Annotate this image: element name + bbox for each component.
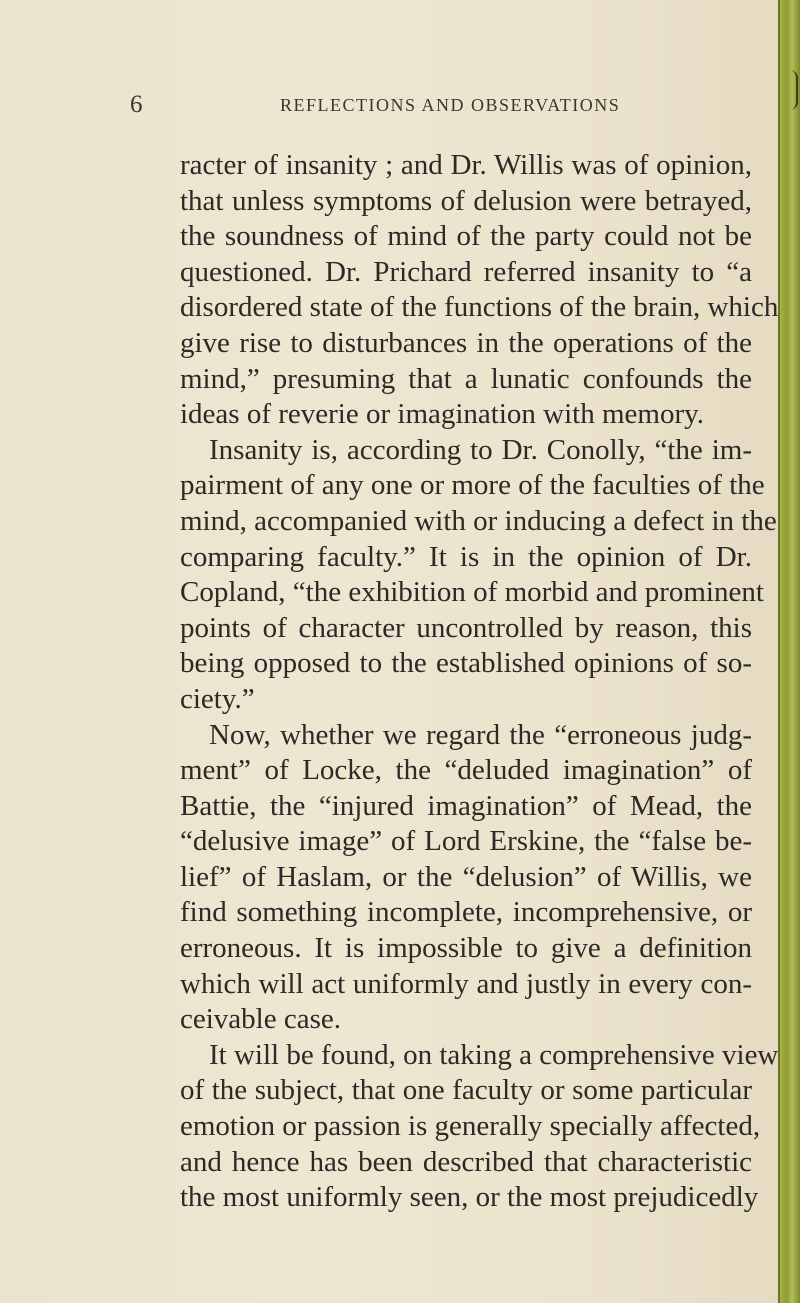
text-line: of the subject, that one faculty or some particular [180,1074,752,1107]
text-line: questioned. Dr. Prichard referred insanity to “a [180,255,752,288]
text-line: mind, accompanied with or inducing a defect in the [180,504,777,537]
page-header [130,90,750,120]
text-line: emotion or passion is generally specially affected, [180,1110,761,1143]
text-line: the most uniformly seen, or the most prejudicedly [180,1181,759,1214]
text-line: ciety.” [180,682,255,715]
page-number: 6 [130,91,143,118]
text-line: ideas of reverie or imagination with memory. [180,398,704,431]
text-line: and hence has been described that characteristic [180,1145,752,1178]
text-line: Now, whether we regard the “erroneous judg- [209,718,752,751]
text-line: that unless symptoms of delusion were betrayed, [180,184,752,217]
text-line: ment” of Locke, the “deluded imagination” of [180,754,752,787]
text-line: Copland, “the exhibition of morbid and prominent [180,576,764,609]
text-line: give rise to disturbances in the operations of the [180,326,752,359]
body-text [180,148,779,1216]
text-line: racter of insanity ; and Dr. Willis was of opinion, [180,149,752,181]
text-line: the soundness of mind of the party could not be [180,220,752,253]
text-line: lief” of Haslam, or the “delusion” of Willis, we [180,860,752,893]
text-line: find something incomplete, incomprehensive, or [180,896,752,929]
text-line: Battie, the “injured imagination” of Mead, the [180,789,752,822]
binding-mark [790,70,798,110]
text-line: Insanity is, according to Dr. Conolly, “the im- [209,433,752,466]
text-line: disordered state of the functions of the brain, which [180,291,779,324]
text-line: being opposed to the established opinions of so- [180,647,752,680]
text-line: ceivable case. [180,1003,342,1036]
text-line: comparing faculty.” It is in the opinion of Dr. [180,540,752,573]
text-line: It will be found, on taking a comprehensive view [209,1038,779,1071]
text-line: pairment of any one or more of the faculties of the [180,469,765,502]
book-spine-edge [778,0,800,1303]
text-line: “delusive image” of Lord Erskine, the “false be- [180,825,752,858]
text-line: which will act uniformly and justly in every con- [180,967,752,1000]
running-title: REFLECTIONS AND OBSERVATIONS [280,95,621,115]
text-line: mind,” presuming that a lunatic confounds the [180,362,752,395]
text-line: points of character uncontrolled by reason, this [180,611,752,644]
text-line: erroneous. It is impossible to give a definition [180,932,752,965]
